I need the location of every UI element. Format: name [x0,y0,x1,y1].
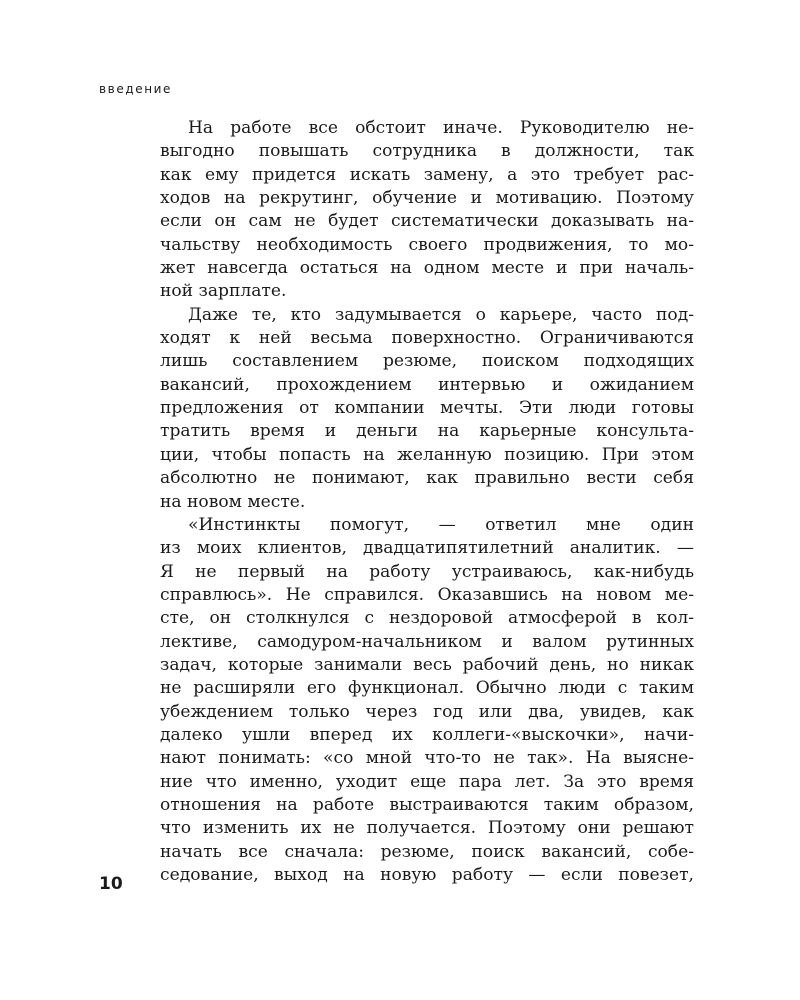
text-line: если он сам не будет систематически доказывать на- [160,211,694,232]
text-line: ходят к ней весьма поверхностно. Ограничиваются [160,328,694,349]
text-line: седование, выход на новую работу — если повезет, [160,865,694,885]
text-line: справлюсь». Не справился. Оказавшись на новом ме- [160,584,694,605]
text-line: из моих клиентов, двадцатипятилетний аналитик. — [160,538,694,559]
running-head: введение [99,82,173,96]
text-line: На работе все обстоит иначе. Руководителю не- [188,118,694,138]
text-line: далеко ушли вперед их коллеги-«выскочки», начи- [160,724,694,745]
paragraph-1 [160,117,694,304]
text-line: лишь составлением резюме, поиском подходящих [160,351,694,372]
text-line: убеждением только через год или два, увидев, как [160,701,694,722]
text-line: как ему придется искать замену, а это требует рас- [160,164,694,185]
text-line: не расширяли его функционал. Обычно люди с таким [160,678,694,699]
text-line: ние что именно, уходит еще пара лет. За это время [160,771,694,792]
text-line: ходов на рекрутинг, обучение и мотивацию. Поэтому [160,188,694,209]
text-line: начать все сначала: резюме, поиск вакансий, собе- [160,841,694,862]
paragraph-3 [160,514,694,888]
text-line: Я не первый на работу устраиваюсь, как-нибудь [160,561,694,582]
text-line: Даже те, кто задумывается о карьере, часто под- [188,304,694,325]
body-text [160,117,694,887]
text-line: тратить время и деньги на карьерные консульта- [160,421,694,442]
text-line: нают понимать: «со мной что-то не так». На выясне- [160,748,694,769]
text-line: вакансий, прохождением интервью и ожиданием [160,374,694,395]
text-line: на новом месте. [160,491,306,512]
paragraph-2 [160,304,694,514]
page-number: 10 [99,874,123,894]
text-line: что изменить их не получается. Поэтому они решают [160,818,694,839]
text-line: лективе, самодуром-начальником и валом рутинных [160,631,694,652]
text-line: ной зарплате. [160,281,287,302]
text-line: ции, чтобы попасть на желанную позицию. При этом [160,444,694,465]
text-line: сте, он столкнулся с нездоровой атмосферой в кол- [160,608,694,629]
text-line: «Инстинкты помогут, — ответил мне один [188,514,694,535]
text-line: выгодно повышать сотрудника в должности, так [160,141,694,162]
text-line: задач, которые занимали весь рабочий день, но никак [160,654,694,675]
text-line: жет навсегда остаться на одном месте и при началь- [160,258,694,279]
text-line: предложения от компании мечты. Эти люди готовы [160,398,694,419]
text-line: отношения на работе выстраиваются таким образом, [160,794,694,815]
text-line: чальству необходимость своего продвижения, то мо- [160,234,694,255]
text-line: абсолютно не понимают, как правильно вести себя [160,468,694,489]
